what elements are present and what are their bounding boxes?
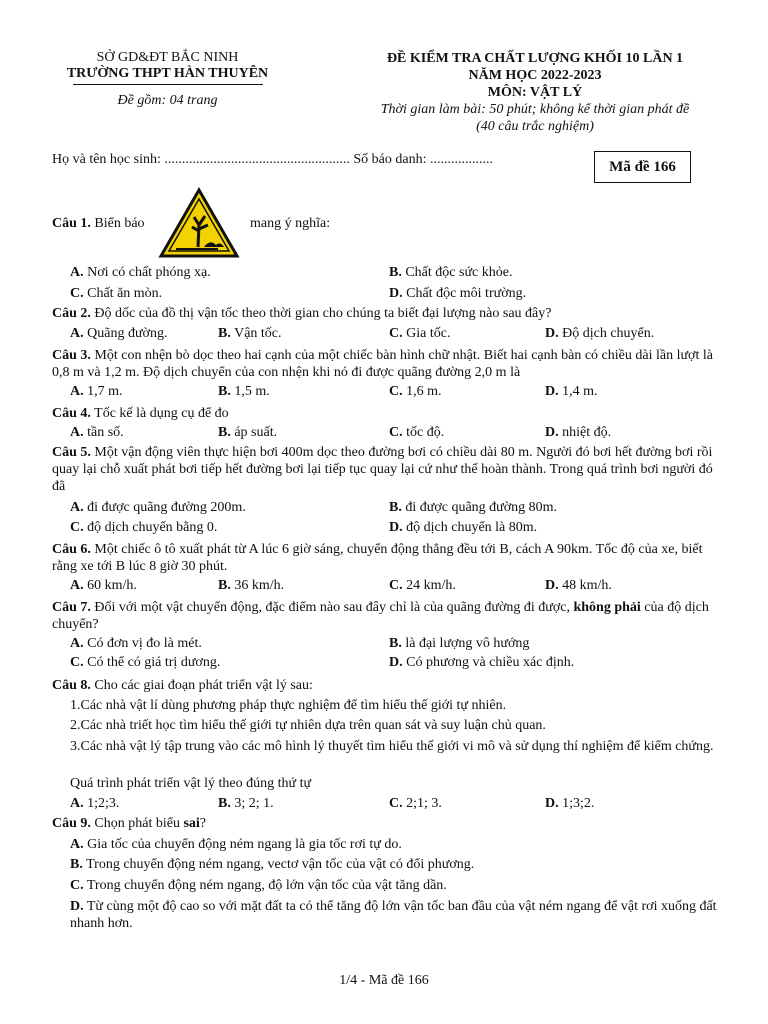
question-1-stem-tail: mang ý nghĩa:: [250, 216, 331, 231]
q7-option-c[interactable]: C. Có thể có giá trị dương.: [70, 655, 221, 670]
q8-option-a[interactable]: A. 1;2;3.: [70, 796, 120, 811]
q2-option-b[interactable]: B. Vận tốc.: [218, 326, 282, 341]
page-count: Đề gồm: 04 trang: [117, 93, 218, 108]
q4-option-d[interactable]: D. nhiệt độ.: [545, 425, 612, 440]
q3-option-a[interactable]: A. 1,7 m.: [70, 384, 123, 399]
q6-option-d[interactable]: D. 48 km/h.: [545, 578, 612, 593]
q8-statement-2: 2.Các nhà triết học tìm hiểu thế giới tự nhiên dựa trên quan sát và suy luận chủ quan.: [70, 718, 546, 733]
question-3-stem: Câu 3. Một con nhện bò dọc theo hai cạnh của một chiếc bàn hình chữ nhật. Biết hai cạnh bàn có chiều dài lần lượt là 0,8 m và 1,2 m. Độ dịch chuyển của con nhện khi nó đi được quãng đường 2,0 m là: [52, 348, 713, 380]
q8-statement-1: 1.Các nhà vật lí dùng phương pháp thực nghiệm để tìm hiểu thế giới tự nhiên.: [70, 698, 507, 713]
toxic-environment-warning-sign-icon: [158, 187, 240, 259]
q3-option-d[interactable]: D. 1,4 m.: [545, 384, 598, 399]
page-footer: 1/4 - Mã đề 166: [339, 973, 429, 988]
q5-option-b[interactable]: B. đi được quãng đường 80m.: [389, 500, 558, 515]
q8-statement-3: 3.Các nhà vật lý tập trung vào các mô hình lý thuyết tìm hiểu thế giới vi mô và sử dụng thí nghiệm để kiểm chứng.: [70, 739, 714, 754]
q5-option-d[interactable]: D. độ dịch chuyển là 80m.: [389, 520, 538, 535]
student-info-line: Họ và tên học sinh: ..................................................... Số báo danh: ..................: [52, 152, 493, 167]
q8-option-b[interactable]: B. 3; 2; 1.: [218, 796, 274, 811]
exam-title: ĐỀ KIỂM TRA CHẤT LƯỢNG KHỐI 10 LẦN 1: [386, 51, 684, 66]
question-text: Biển báo: [94, 216, 145, 231]
question-1-stem: [52, 216, 145, 232]
q5-option-c[interactable]: C. độ dịch chuyển bằng 0.: [70, 520, 218, 535]
q7-option-d[interactable]: D. Có phương và chiều xác định.: [389, 655, 575, 670]
q8-option-c[interactable]: C. 2;1; 3.: [389, 796, 442, 811]
q4-option-a[interactable]: A. tần số.: [70, 425, 124, 440]
header-rule: [73, 84, 263, 85]
exam-code-box: Mã đề 166: [594, 151, 691, 183]
subject: MÔN: VẬT LÝ: [487, 85, 583, 100]
question-2-stem: Câu 2. Độ dốc của đồ thị vận tốc theo thời gian cho chúng ta biết đại lượng nào sau đây?: [52, 306, 552, 321]
q6-option-b[interactable]: B. 36 km/h.: [218, 578, 285, 593]
q8-option-d[interactable]: D. 1;3;2.: [545, 796, 595, 811]
question-4-stem: Câu 4. Tốc kế là dụng cụ để đo: [52, 406, 229, 421]
question-9-stem: Câu 9. Chọn phát biểu sai?: [52, 816, 207, 831]
q1-option-c[interactable]: C. Chất ăn mòn.: [70, 286, 163, 301]
q6-option-c[interactable]: C. 24 km/h.: [389, 578, 456, 593]
q7-option-a[interactable]: A. Có đơn vị đo là mét.: [70, 636, 202, 651]
q2-option-d[interactable]: D. Độ dịch chuyển.: [545, 326, 655, 341]
q1-option-d[interactable]: D. Chất độc môi trường.: [389, 286, 527, 301]
question-8-stem: Câu 8. Cho các giai đoạn phát triển vật lý sau:: [52, 678, 313, 693]
q9-option-d[interactable]: D. Từ cùng một độ cao so với mặt đất ta có thể tăng độ lớn vận tốc ban đầu của vật ném ngang để vật rơi xuống đất nhanh hơn.: [70, 899, 717, 931]
q9-option-a[interactable]: A. Gia tốc của chuyển động ném ngang là gia tốc rơi tự do.: [70, 837, 402, 852]
school-name: TRƯỜNG THPT HÀN THUYÊN: [66, 66, 269, 81]
school-year: NĂM HỌC 2022-2023: [468, 68, 602, 83]
header-left: [40, 50, 295, 109]
time-limit: Thời gian làm bài: 50 phút; không kể thời gian phát đề: [380, 102, 690, 117]
department-name: SỞ GD&ĐT BẮC NINH: [96, 50, 239, 65]
q1-option-a[interactable]: A. Nơi có chất phóng xạ.: [70, 265, 211, 280]
q2-option-c[interactable]: C. Gia tốc.: [389, 326, 451, 341]
q4-option-b[interactable]: B. áp suất.: [218, 425, 278, 440]
header-right: [340, 50, 730, 135]
q3-option-c[interactable]: C. 1,6 m.: [389, 384, 442, 399]
question-7-stem: Câu 7. Đối với một vật chuyển động, đặc điểm nào sau đây chỉ là của quãng đường đi được, không phải của độ dịch chuyển?: [52, 600, 709, 632]
q3-option-b[interactable]: B. 1,5 m.: [218, 384, 270, 399]
q4-option-c[interactable]: C. tốc độ.: [389, 425, 445, 440]
question-5-stem: Câu 5. Một vận động viên thực hiện bơi 400m dọc theo đường bơi có chiều dài 80 m. Người đó bơi hết đường bơi rồi quay lại chỗ xuất phát bơi tiếp hết đường bơi lại tiếp tục quay lại cứ như thế hoàn thành. Trong quá trình bơi người đó đã: [52, 445, 713, 494]
question-count: (40 câu trắc nghiệm): [476, 119, 594, 134]
q5-option-a[interactable]: A. đi được quãng đường 200m.: [70, 500, 246, 515]
q6-option-a[interactable]: A. 60 km/h.: [70, 578, 137, 593]
question-6-stem: Câu 6. Một chiếc ô tô xuất phát từ A lúc 6 giờ sáng, chuyển động thẳng đều tới B, cách A 90km. Tốc độ của xe, biết rằng xe tới B lúc 8 giờ 30 phút.: [52, 542, 703, 574]
q8-prompt: Quá trình phát triển vật lý theo đúng thứ tự: [70, 776, 312, 791]
q7-option-b[interactable]: B. là đại lượng vô hướng: [389, 636, 530, 651]
q1-option-b[interactable]: B. Chất độc sức khỏe.: [389, 265, 513, 280]
q2-option-a[interactable]: A. Quãng đường.: [70, 326, 168, 341]
q9-option-b[interactable]: B. Trong chuyển động ném ngang, vectơ vận tốc của vật có đổi phương.: [70, 857, 475, 872]
question-number: Câu 1.: [52, 216, 91, 231]
q9-option-c[interactable]: C. Trong chuyển động ném ngang, độ lớn vận tốc của vật tăng dần.: [70, 878, 447, 893]
